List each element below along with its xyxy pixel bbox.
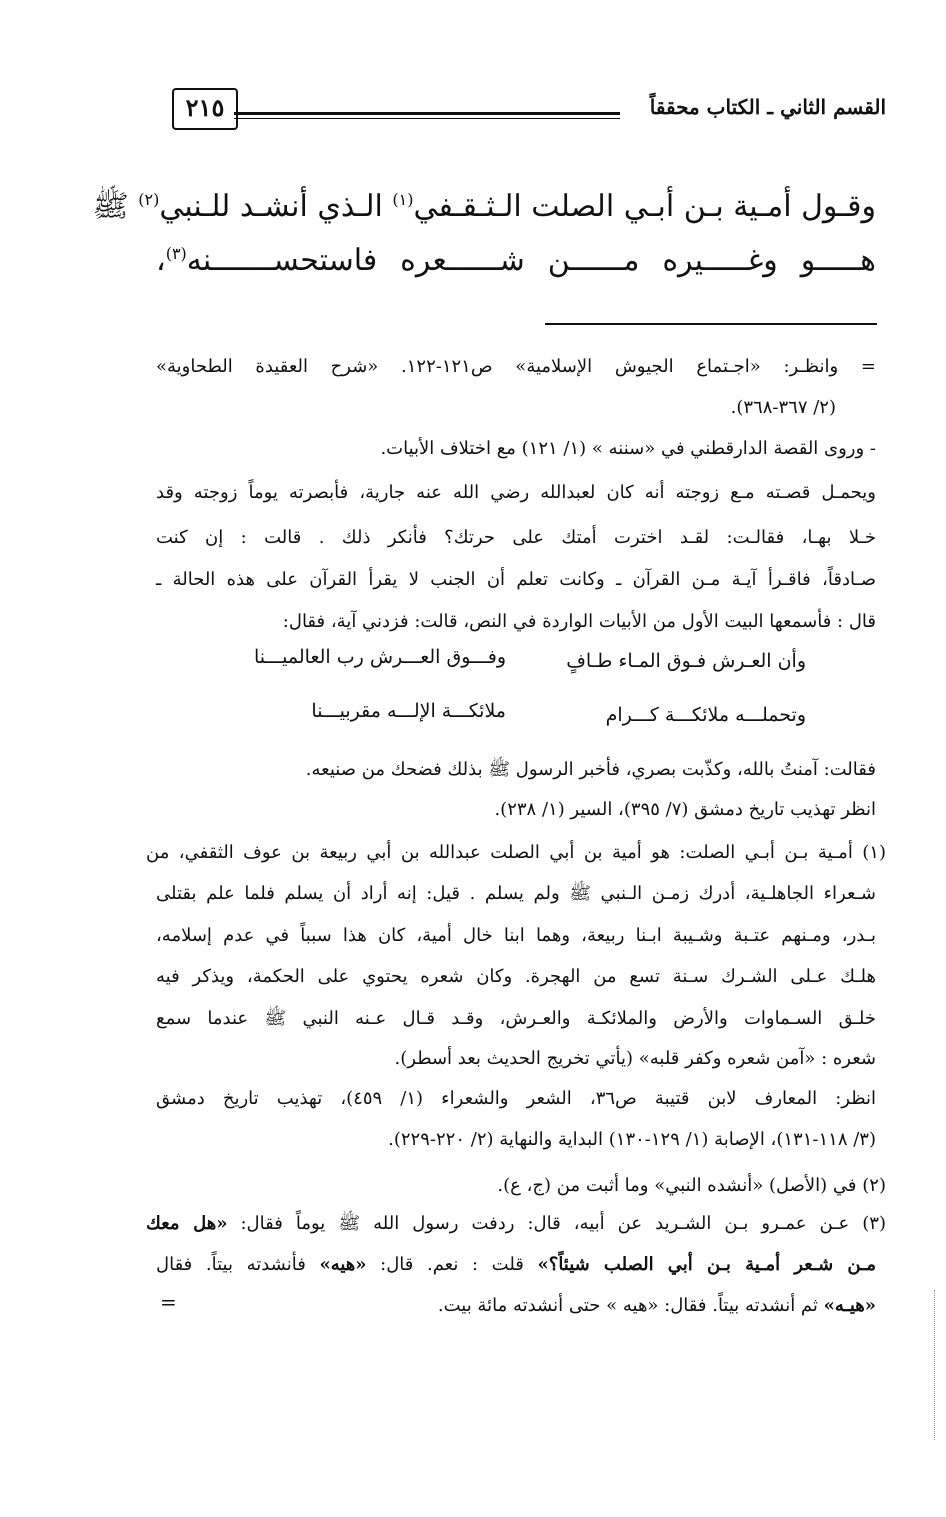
footnote-text-segment: ثم أنشدته بيتاً. فقال: «هيه » حتى أنشدته مائة بيت.	[437, 1295, 824, 1316]
footnote-3-line	[146, 1212, 886, 1236]
main-text-segment: الـذي أنشـد للـنبي	[159, 189, 393, 224]
footnote-line: = وانظـر: «اجـتماع الجيوش الإسلامية» ص١٢١-١٢٢. «شرح العقيدة الطحاوية»	[156, 356, 876, 377]
footnote-line: - وروى القصة الدارقطني في «سننه » (١/ ١٢١) مع اختلاف الأبيات.	[380, 438, 876, 459]
verse-1-hemistich-left: وفـــوق العـــرش رب العالميـــنا	[253, 646, 506, 668]
running-header-title: القسم الثاني ـ الكتاب محققاً	[649, 95, 886, 119]
hadith-quote: «هيـه»	[823, 1295, 876, 1316]
footnote-3-line	[156, 1294, 876, 1318]
footnote-line: خـلا بهـا، فقالـت: لقـد اخترت أمتك على حرتك؟ فأنكر ذلك . قالت : إن كنت	[156, 527, 876, 548]
footnote-1-line: شعره : «آمن شعره وكفر قلبه» (يأتي تخريج الحديث بعد أسطر).	[394, 1048, 876, 1069]
verse-2-hemistich-left: ملائكـــة الإلـــه مقربيـــنا	[311, 700, 506, 722]
footnote-line: (٢/ ٣٦٧-٣٦٨).	[730, 397, 836, 418]
footnote-line: فقالت: آمنتُ بالله، وكذّبت بصري، فأخبر الرسول ﷺ بذلك فضحك من صنيعه.	[305, 759, 876, 780]
hadith-quote: مـن شـعر أمـية بـن أبي الصلب شيئاً؟»	[537, 1254, 876, 1275]
main-text-line-2	[156, 243, 876, 278]
footnote-ref-2: (٢)	[138, 190, 160, 209]
main-text-segment: ﷺ	[92, 189, 139, 224]
footnote-ref-3: (٣)	[165, 244, 187, 263]
footnote-3-line	[156, 1253, 876, 1277]
verse-1-hemistich-right: وأن العـرش فـوق المـاء طـافٍ	[566, 650, 806, 672]
header-rule-thin	[234, 118, 620, 119]
footnote-1-line: (٣/ ١١٨-١٣١)، الإصابة (١/ ١٢٩-١٣٠) البداية والنهاية (٢/ ٢٢٠-٢٢٩).	[388, 1129, 876, 1150]
main-text-segment: ،	[156, 243, 166, 278]
footnote-1-line: بـدر، ومـنهم عتـبة وشـيبة ابـنا ربيعة، وهما ابنا خال أمية، كان هذا سبباً في عدم إسلامه،	[156, 925, 876, 946]
footnote-line: قال : فأسمعها البيت الأول من الأبيات الواردة في النص، قالت: فزدني آية، فقال:	[282, 611, 876, 632]
margin-scan-artifact	[934, 1290, 937, 1440]
page-number-box: ٢١٥	[172, 88, 238, 130]
footnote-text-segment: (٣) عـن عمـرو بـن الشـريد عن أبيه، قال: ردفت رسول الله ﷺ يوماً فقال:	[227, 1213, 886, 1234]
hadith-quote: «هيه»	[319, 1254, 367, 1275]
header-rule-thick	[234, 112, 620, 115]
continuation-mark: =	[160, 1290, 177, 1314]
footnote-line: انظر تهذيب تاريخ دمشق (٧/ ٣٩٥)، السير (١/ ٢٣٨).	[494, 799, 876, 820]
main-text-segment: هـــــو وغـــــيره مــــــن شــــــعره فاستحســـــــنه	[186, 243, 876, 278]
footnote-1-line: خلـق السـماوات والأرض والملائكـة والعـرش، وقـد قـال عـنه النبي ﷺ عندما سمع	[156, 1008, 876, 1029]
footnote-text-segment: فأنشدته بيتاً. فقال	[156, 1254, 320, 1275]
footnote-line: صـادقاً، فاقـرأ آيـة مـن القرآن ـ وكانت تعلم أن الجنب لا يقرأ القرآن على هذه الحالة ـ	[156, 569, 876, 590]
footnote-1-line: شـعراء الجاهلـية، أدرك زمـن الـنبي ﷺ ولم يسلم . قيل: إنه أراد أن يسلم فلما علم بقتلى	[156, 883, 876, 904]
footnote-text-segment: قلت : نعم. قال:	[366, 1254, 538, 1275]
footnote-2-line: (٢) في (الأصل) «أنشده النبي» وما أثبت من (ج، ع).	[497, 1175, 886, 1196]
footnote-1-line: انظر: المعارف لابن قتيبة ص٣٦، الشعر والشعراء (١/ ٤٥٩)، تهذيب تاريخ دمشق	[156, 1088, 876, 1109]
footnote-1-line: هلـك عـلى الشـرك سـنة تسع من الهجرة. وكان شعره يحتوي على الحكمة، ويذكر فيه	[156, 966, 876, 987]
footnote-separator	[545, 323, 877, 325]
footnote-1-line: (١) أمـية بـن أبـي الصلت: هو أمية بن أبي الصلت عبدالله بن أبي ربيعة بن عوف الثقفي، من	[146, 842, 886, 863]
main-text-line-1	[92, 188, 876, 231]
hadith-quote: «هل معك	[146, 1213, 228, 1234]
footnote-line: ويحمـل قصـته مـع زوجته أنه كان لعبدالله رضي الله عنه جارية، فأبصرته يوماً زوجته وقد	[156, 482, 876, 503]
main-text-segment: وقـول أمـية بـن أبـي الصلت الـثـقـفي	[413, 189, 876, 224]
footnote-ref-1: (١)	[392, 190, 414, 209]
verse-2-hemistich-right: وتحملـــه ملائكـــة كـــرام	[605, 704, 806, 726]
